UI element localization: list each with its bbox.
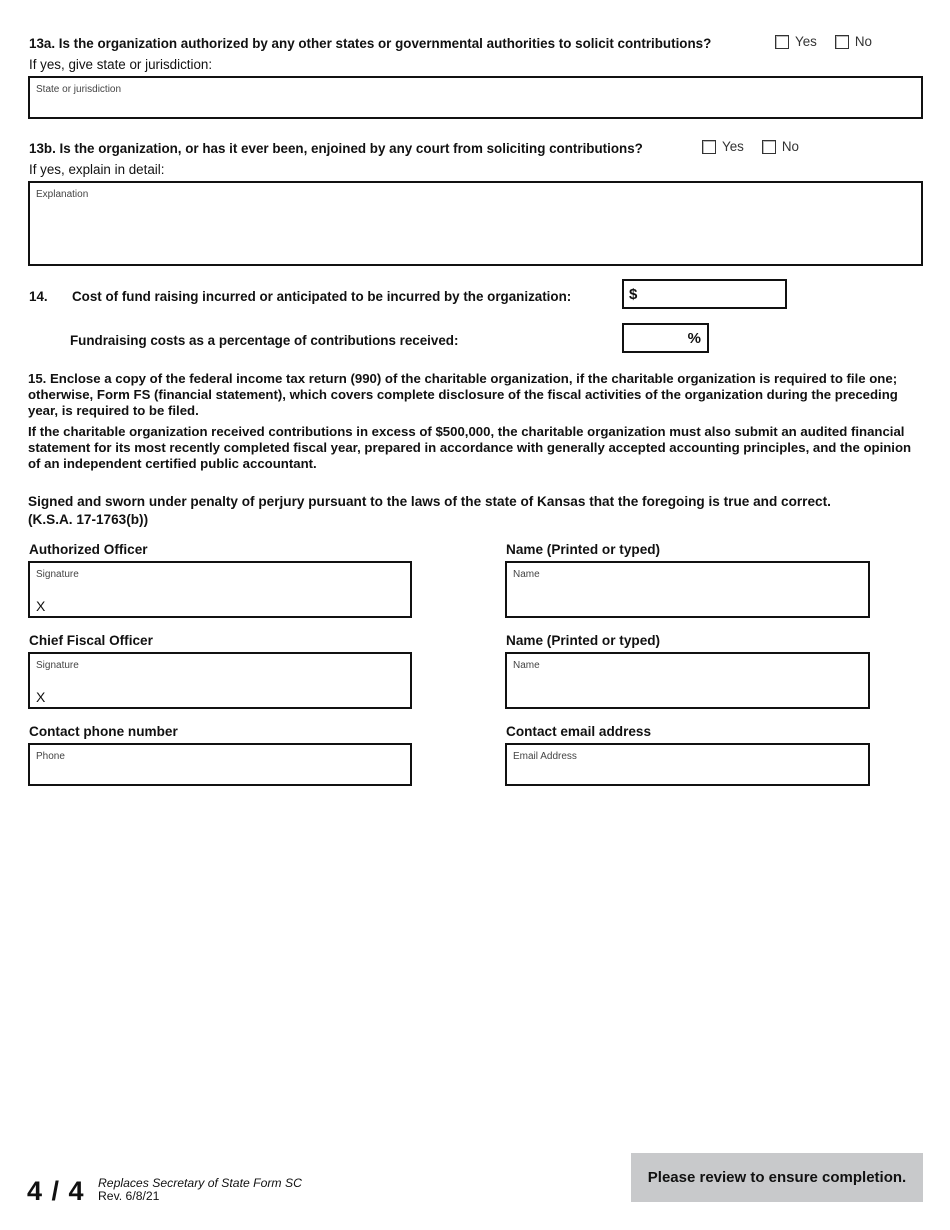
q14-question: Cost of fund raising incurred or anticipated to be incurred by the organization:	[72, 289, 572, 304]
chief-fiscal-officer-signature-field[interactable]	[28, 652, 412, 709]
q13b-no-checkbox[interactable]: No	[762, 139, 799, 154]
percent-question: Fundraising costs as a percentage of contributions received:	[70, 333, 459, 348]
q13b-options	[702, 139, 799, 154]
q13a-options	[775, 34, 872, 49]
field-placeholder: State or jurisdiction	[36, 84, 122, 95]
contact-phone-label: Contact phone number	[29, 724, 178, 739]
fundraising-percent-field[interactable]	[622, 323, 709, 353]
checkbox-icon	[762, 140, 776, 154]
contact-email-label: Contact email address	[506, 724, 652, 739]
attestation	[28, 493, 918, 529]
question-13b: 13b. Is the organization, or has it ever been, enjoined by any court from soliciting contributions?	[29, 141, 643, 156]
attestation-line-2: (K.S.A. 17-1763(b))	[28, 512, 149, 527]
authorized-officer-name-field[interactable]	[505, 561, 870, 618]
email-field[interactable]	[505, 743, 870, 786]
q13a-followup: If yes, give state or jurisdiction:	[29, 57, 213, 72]
question-13a: 13a. Is the organization authorized by any other states or governmental authorities to solicit contributions?	[29, 36, 712, 51]
review-button[interactable]: Please review to ensure completion.	[631, 1153, 923, 1202]
field-placeholder: Name	[513, 660, 540, 671]
field-placeholder: Signature	[36, 660, 79, 671]
revision-date: Rev. 6/8/21	[98, 1189, 160, 1203]
q13b-yes-checkbox[interactable]: Yes	[702, 139, 744, 154]
state-jurisdiction-field[interactable]	[28, 76, 923, 119]
field-placeholder: Signature	[36, 569, 79, 580]
dollar-sign: $	[629, 286, 638, 303]
attestation-line-1: Signed and sworn under penalty of perjury pursuant to the laws of the state of Kansas that the foregoing is true and correct.	[28, 494, 831, 509]
chief-fiscal-officer-name-label: Name (Printed or typed)	[506, 633, 661, 648]
footer-note	[98, 1177, 302, 1203]
replaces-form-text: Replaces Secretary of State Form SC	[98, 1176, 302, 1190]
phone-field[interactable]	[28, 743, 412, 786]
field-placeholder: Email Address	[513, 751, 577, 762]
checkbox-icon	[775, 35, 789, 49]
q15-paragraph-1: 15. Enclose a copy of the federal income tax return (990) of the charitable organization, if the charitable organization is required to file one; otherwise, Form FS (financial statement), which covers complete disclosure of the fiscal activities of the organization during the preceding year, is required to be filed.	[28, 371, 898, 418]
chief-fiscal-officer-name-field[interactable]	[505, 652, 870, 709]
q15-paragraph-2: If the charitable organization received contributions in excess of $500,000, the charitable organization must also submit an audited financial statement for its most recently completed fiscal year, prepared in accordance with generally accepted accounting principles, and the opinion of an independent certified public accountant.	[28, 424, 912, 471]
authorized-officer-signature-field[interactable]	[28, 561, 412, 618]
field-placeholder: Name	[513, 569, 540, 580]
signature-x-mark: X	[36, 689, 46, 705]
q13a-yes-checkbox[interactable]: Yes	[775, 34, 817, 49]
checkbox-icon	[835, 35, 849, 49]
checkbox-icon	[702, 140, 716, 154]
page-number: 4 / 4	[27, 1176, 85, 1206]
authorized-officer-name-label: Name (Printed or typed)	[506, 542, 661, 557]
signature-x-mark: X	[36, 598, 46, 614]
authorized-officer-label: Authorized Officer	[29, 542, 148, 557]
field-placeholder: Phone	[36, 751, 65, 762]
q13b-followup: If yes, explain in detail:	[29, 162, 165, 177]
explanation-field[interactable]	[28, 181, 923, 266]
chief-fiscal-officer-label: Chief Fiscal Officer	[29, 633, 153, 648]
q13a-no-checkbox[interactable]: No	[835, 34, 872, 49]
fundraising-cost-field[interactable]	[622, 279, 787, 309]
percent-sign: %	[687, 330, 701, 347]
q14-number: 14.	[29, 289, 48, 304]
field-placeholder: Explanation	[36, 189, 89, 200]
